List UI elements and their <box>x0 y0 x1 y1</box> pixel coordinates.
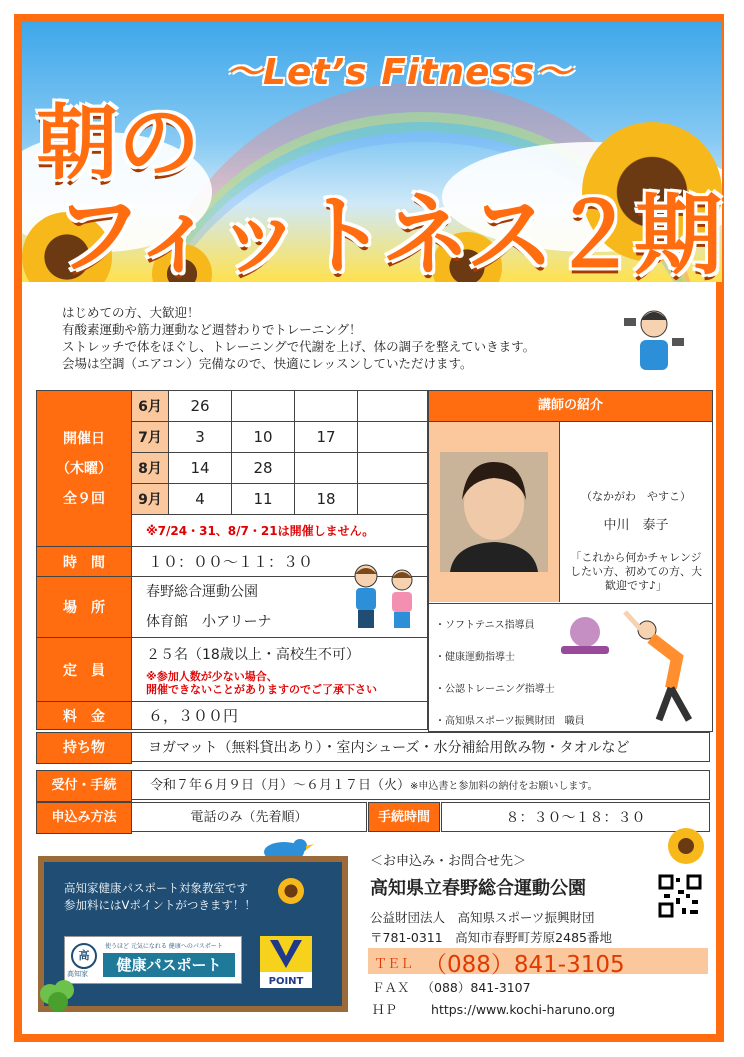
sunflower-graphic <box>278 878 304 904</box>
capacity-value: ２５名（18歳以上・高校生不可） <box>146 646 360 663</box>
schedule-table <box>36 390 428 730</box>
fax-label: ＦＡＸ <box>372 980 410 995</box>
hp-url[interactable]: https://www.kochi-haruno.org <box>431 1002 616 1017</box>
day-cell: 3 <box>169 422 232 453</box>
day-cell <box>232 391 295 422</box>
passport-logo <box>64 936 242 984</box>
items-label: 持ち物 <box>36 732 132 764</box>
hero-title-line1: 朝の <box>36 96 201 191</box>
qualification-item: ・健康運動指導士 <box>435 652 515 663</box>
contact-address: 〒781-0311 高知市春野町芳原2485番地 <box>370 930 612 945</box>
board-line1: 高知家健康パスポート対象教室です <box>64 881 248 895</box>
vpoint-logo <box>258 934 314 990</box>
sunflower-icon <box>660 824 712 870</box>
month-cell: 7月 <box>132 422 169 453</box>
fee-label: 料 金 <box>37 702 132 730</box>
reception-note: ※申込書と参加料の納付をお願いします。 <box>410 781 598 792</box>
hours-label: 手続時間 <box>368 802 440 832</box>
day-cell: 18 <box>295 484 358 515</box>
qualification-box <box>429 603 712 731</box>
hours-value: ８：３０〜１８：３０ <box>441 802 710 832</box>
fee-value: ６，３００円 <box>132 702 428 730</box>
day-cell: 14 <box>169 453 232 484</box>
month-cell: 8月 <box>132 453 169 484</box>
month-cell: 6月 <box>132 391 169 422</box>
apply-label: 申込み方法 <box>36 802 132 834</box>
reception-label: 受付・手続 <box>36 770 132 802</box>
dates-label-text: 開催日 <box>63 430 105 447</box>
stretching-woman-icon <box>619 608 709 726</box>
day-cell: 4 <box>169 484 232 515</box>
contact-corp: 公益財団法人 高知県スポーツ振興財団 <box>370 910 595 925</box>
time-value: １０：００〜１１：３０ <box>132 547 428 577</box>
kochike-seal-icon: 高 <box>71 943 97 969</box>
intro-line: はじめての方、大歓迎！ <box>62 305 200 320</box>
day-cell <box>358 422 428 453</box>
point-label: POINT <box>268 976 304 987</box>
capacity-note2: 開催できないことがありますのでご了承下さい <box>146 682 377 696</box>
hp-label: ＨＰ <box>372 1002 398 1017</box>
instructor-message: 「これから何かチャレンジしたい方、初めての方、大歓迎です♪」 <box>570 551 702 592</box>
tel-number[interactable]: （088）841-3105 <box>424 952 625 978</box>
contact-heading: ＜お申込み・お問合せ先＞ <box>370 854 527 869</box>
day-cell: 17 <box>295 422 358 453</box>
closed-note: ※7/24・31、8/7・21は開催しません。 <box>132 515 428 547</box>
day-label-text: （木曜） <box>56 460 112 477</box>
capacity-cell <box>132 638 428 702</box>
contact-org: 高知県立春野総合運動公園 <box>370 878 586 899</box>
time-label: 時 間 <box>37 547 132 577</box>
day-cell <box>295 391 358 422</box>
items-value: ヨガマット（無料貸出あり）・室内シューズ・水分補給用飲み物・タオルなど <box>131 732 710 762</box>
day-cell <box>295 453 358 484</box>
qr-code-icon[interactable] <box>658 874 702 918</box>
day-cell: 10 <box>232 422 295 453</box>
dates-label <box>37 391 132 547</box>
exercising-kids-icon <box>346 562 422 632</box>
place-line1: 春野総合運動公園 <box>146 584 258 600</box>
exercise-ball-icon <box>557 612 613 656</box>
hp-row <box>372 1000 615 1018</box>
passport-name: 健康パスポート <box>103 953 235 977</box>
qualification-item: ・高知県スポーツ振興財団 職員 <box>435 716 585 727</box>
instructor-kana: （なかがわ やすこ） <box>581 490 691 503</box>
day-cell: 26 <box>169 391 232 422</box>
day-cell: 28 <box>232 453 295 484</box>
instructor-name: 中川 泰子 <box>603 518 669 533</box>
reception-value: 令和７年６月９日（月）〜６月１７日（火） <box>150 778 411 793</box>
day-cell <box>358 484 428 515</box>
instructor-photo <box>440 452 548 572</box>
capacity-note1: ※参加人数が少ない場合、 <box>146 669 278 683</box>
count-label-text: 全９回 <box>63 490 105 507</box>
instructor-panel <box>428 390 713 732</box>
dumbbell-person-icon <box>618 302 688 374</box>
clover-icon <box>30 974 90 1014</box>
day-cell: 11 <box>232 484 295 515</box>
board-text <box>64 880 256 914</box>
month-cell: 9月 <box>132 484 169 515</box>
v-point-icon <box>260 936 312 972</box>
apply-value: 電話のみ（先着順） <box>131 802 367 832</box>
place-label: 場 所 <box>37 577 132 638</box>
board-line2: 参加料にはVポイントがつきます！！ <box>64 898 256 912</box>
intro-line: ストレッチで体をほぐし、トレーニングで代謝を上げ、体の調子を整えていきます。 <box>62 339 536 354</box>
tel-label: ＴＥＬ <box>374 957 414 972</box>
fax-number: （088）841-3107 <box>421 980 531 995</box>
reception-cell <box>131 770 710 800</box>
passport-tagline: 使うほど 元気になれる 健康へのパスポート <box>105 943 223 950</box>
instructor-photo-bg <box>429 422 560 602</box>
qualification-item: ・ソフトテニス指導員 <box>435 620 535 631</box>
intro-line: 有酸素運動や筋力運動など週替わりでトレーニング！ <box>62 322 362 337</box>
qualification-item: ・公認トレーニング指導士 <box>435 684 555 695</box>
tel-highlight <box>368 948 708 978</box>
day-cell <box>358 391 428 422</box>
hero-title-line2: フィットネス２期 <box>54 184 719 287</box>
day-cell <box>358 453 428 484</box>
instructor-info <box>561 422 711 602</box>
place-line2: 体育館 小アリーナ <box>146 614 272 630</box>
hero-subtitle: 〜Let’s Fitness〜 <box>226 52 573 93</box>
instructor-header: 講師の紹介 <box>429 391 712 422</box>
capacity-label: 定 員 <box>37 638 132 702</box>
intro-text <box>62 304 535 372</box>
kochike-label: 高知家 <box>67 970 88 978</box>
fax-row <box>372 978 531 996</box>
intro-line: 会場は空調（エアコン）完備なので、快適にレッスンしていただけます。 <box>62 356 473 371</box>
